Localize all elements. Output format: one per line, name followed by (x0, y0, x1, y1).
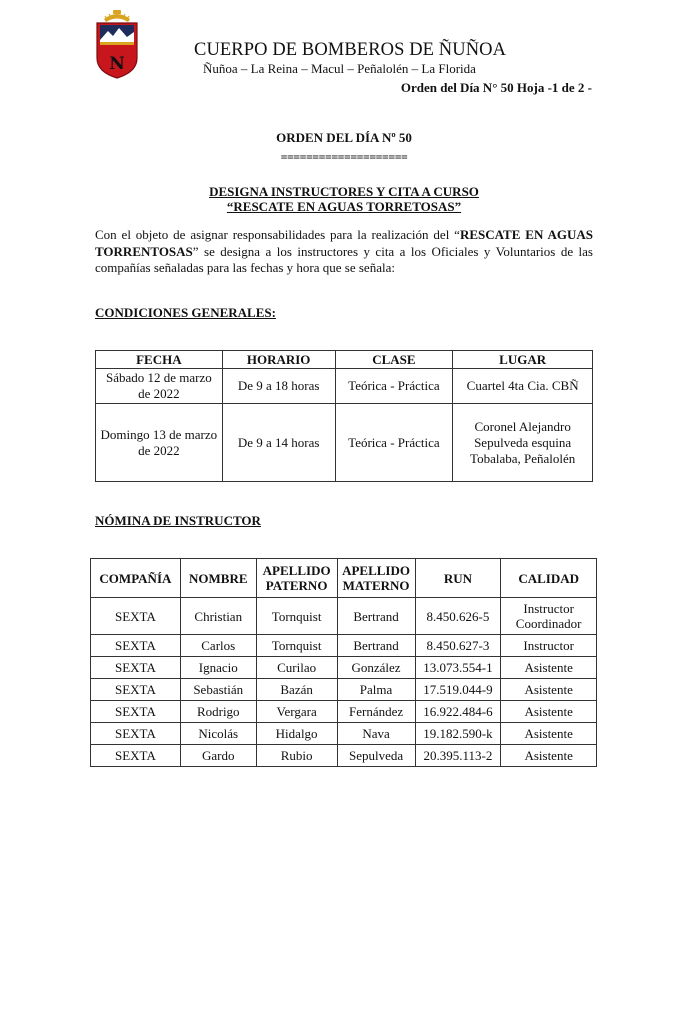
company-cell: SEXTA (91, 723, 181, 745)
fire-department-crest-logo (94, 10, 140, 80)
instructor-table (90, 558, 597, 767)
first-name-cell: Christian (180, 598, 256, 635)
schedule-cell: De 9 a 18 horas (222, 369, 335, 404)
maternal-surname-cell: Bertrand (337, 598, 415, 635)
column-header: COMPAÑÍA (91, 559, 181, 598)
column-header: FECHA (96, 351, 223, 369)
column-header: CALIDAD (501, 559, 597, 598)
maternal-surname-cell: González (337, 657, 415, 679)
table-row (96, 404, 593, 482)
column-header: APELLIDO PATERNO (256, 559, 337, 598)
paternal-surname-cell: Tornquist (256, 598, 337, 635)
institution-communes: Ñuñoa – La Reina – Macul – Peñalolén – La Florida (203, 61, 476, 76)
table-row (91, 598, 597, 635)
company-cell: SEXTA (91, 679, 181, 701)
company-cell: SEXTA (91, 745, 181, 767)
first-name-cell: Sebastián (180, 679, 256, 701)
company-cell: SEXTA (91, 657, 181, 679)
role-cell: Asistente (501, 745, 597, 767)
table-row (91, 723, 597, 745)
role-cell: Instructor Coordinador (501, 598, 597, 635)
subject-line-1: DESIGNA INSTRUCTORES Y CITA A CURSO (209, 184, 479, 199)
first-name-cell: Carlos (180, 635, 256, 657)
intro-paragraph (95, 227, 593, 277)
company-cell: SEXTA (91, 635, 181, 657)
intro-text-start: Con el objeto de asignar responsabilidades para la realización del “ (95, 227, 460, 242)
institution-title: CUERPO DE BOMBEROS DE ÑUÑOA (194, 40, 507, 60)
maternal-surname-cell: Nava (337, 723, 415, 745)
role-cell: Asistente (501, 679, 597, 701)
column-header: RUN (415, 559, 501, 598)
maternal-surname-cell: Sepulveda (337, 745, 415, 767)
maternal-surname-cell: Fernández (337, 701, 415, 723)
paternal-surname-cell: Rubio (256, 745, 337, 767)
intro-course-name: RESCATE EN AGUAS TORRENTOSAS (95, 227, 593, 259)
general-conditions-heading: CONDICIONES GENERALES: (95, 305, 276, 320)
schedule-table (95, 350, 593, 482)
run-cell: 8.450.627-3 (415, 635, 501, 657)
table-row (91, 657, 597, 679)
role-cell: Asistente (501, 701, 597, 723)
schedule-cell: De 9 a 14 horas (222, 404, 335, 482)
table-row (91, 635, 597, 657)
title-underline-rule: ==================== (280, 150, 408, 164)
schedule-header-row (96, 351, 593, 369)
paternal-surname-cell: Hidalgo (256, 723, 337, 745)
role-cell: Asistente (501, 657, 597, 679)
role-cell: Instructor (501, 635, 597, 657)
date-cell: Sábado 12 de marzo de 2022 (96, 369, 223, 404)
class-cell: Teórica - Práctica (335, 404, 453, 482)
intro-text-end: ” se designa a los instructores y cita a los Oficiales y Voluntarios de las compañías señaladas para las fechas y hora que se señala: (95, 243, 593, 275)
run-cell: 20.395.113-2 (415, 745, 501, 767)
instructor-roster-heading: NÓMINA DE INSTRUCTOR (95, 513, 261, 528)
column-header: APELLIDO MATERNO (337, 559, 415, 598)
column-header: HORARIO (222, 351, 335, 369)
first-name-cell: Rodrigo (180, 701, 256, 723)
paternal-surname-cell: Vergara (256, 701, 337, 723)
class-cell: Teórica - Práctica (335, 369, 453, 404)
run-cell: 17.519.044-9 (415, 679, 501, 701)
date-cell: Domingo 13 de marzo de 2022 (96, 404, 223, 482)
company-cell: SEXTA (91, 701, 181, 723)
company-cell: SEXTA (91, 598, 181, 635)
paternal-surname-cell: Curilao (256, 657, 337, 679)
maternal-surname-cell: Palma (337, 679, 415, 701)
table-row (91, 701, 597, 723)
first-name-cell: Gardo (180, 745, 256, 767)
paternal-surname-cell: Tornquist (256, 635, 337, 657)
crest-letter: N (109, 54, 125, 74)
run-cell: 16.922.484-6 (415, 701, 501, 723)
order-title: ORDEN DEL DÍA Nº 50 (276, 130, 412, 145)
location-cell: Cuartel 4ta Cia. CBÑ (453, 369, 593, 404)
paternal-surname-cell: Bazán (256, 679, 337, 701)
run-cell: 13.073.554-1 (415, 657, 501, 679)
first-name-cell: Nicolás (180, 723, 256, 745)
table-row (96, 369, 593, 404)
location-cell: Coronel Alejandro Sepulveda esquina Tobalaba, Peñalolén (453, 404, 593, 482)
page-reference: Orden del Día N° 50 Hoja -1 de 2 - (400, 80, 592, 95)
first-name-cell: Ignacio (180, 657, 256, 679)
maternal-surname-cell: Bertrand (337, 635, 415, 657)
subject-line-2: “RESCATE EN AGUAS TORRETOSAS” (226, 199, 462, 214)
run-cell: 19.182.590-k (415, 723, 501, 745)
instructor-header-row (91, 559, 597, 598)
column-header: LUGAR (453, 351, 593, 369)
table-row (91, 745, 597, 767)
role-cell: Asistente (501, 723, 597, 745)
column-header: CLASE (335, 351, 453, 369)
table-row (91, 679, 597, 701)
column-header: NOMBRE (180, 559, 256, 598)
run-cell: 8.450.626-5 (415, 598, 501, 635)
